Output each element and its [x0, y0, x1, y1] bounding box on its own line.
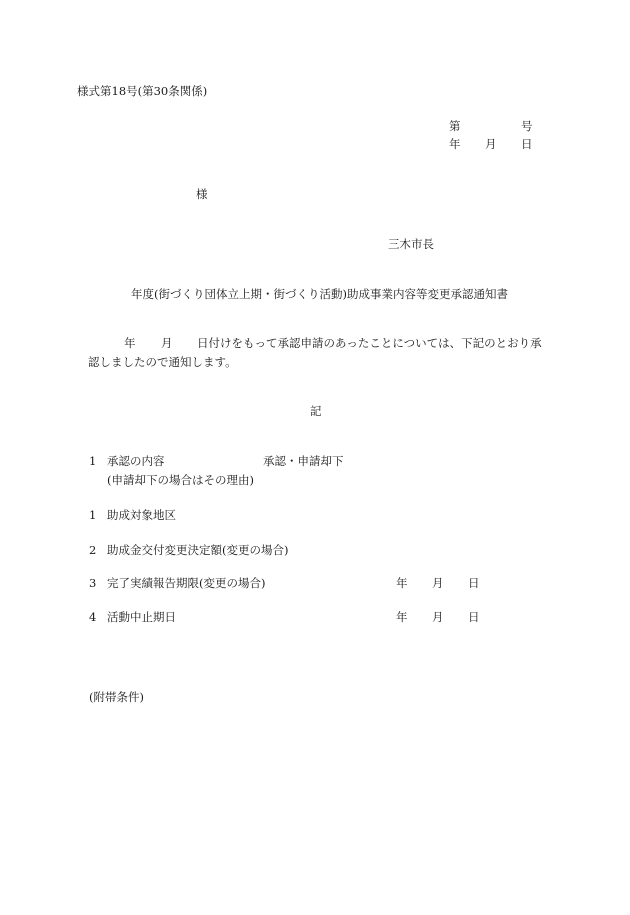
item-4-label: 完了実績報告期限(変更の場合) — [107, 576, 266, 590]
item-4-year: 年 — [396, 576, 408, 590]
conditions-label: (附帯条件) — [89, 690, 144, 704]
item-5-month: 月 — [432, 610, 444, 624]
item-2-label: 助成対象地区 — [107, 508, 176, 522]
item-5-number: 4 — [89, 610, 97, 624]
addressee-suffix: 様 — [196, 187, 208, 201]
date-day: 日 — [521, 137, 533, 151]
item-1-number: 1 — [89, 454, 97, 468]
body-month: 月 — [161, 336, 173, 350]
item-4-month: 月 — [432, 576, 444, 590]
item-5-year: 年 — [396, 610, 408, 624]
item-3-number: 2 — [89, 543, 97, 557]
ki-heading: 記 — [310, 404, 322, 418]
item-5-label: 活動中止期日 — [107, 610, 176, 624]
body-line1: 日付けをもって承認申請のあったことについては、下記のとおり承 — [197, 336, 542, 350]
number-go: 号 — [521, 119, 533, 133]
item-2-number: 1 — [89, 508, 97, 522]
document-title: 年度(街づくり団体立上期・街づくり活動)助成事業内容等変更承認通知書 — [131, 287, 508, 301]
item-4-number: 3 — [89, 576, 97, 590]
item-5-day: 日 — [468, 610, 480, 624]
sender: 三木市長 — [388, 237, 434, 251]
item-1-value: 承認・申請却下 — [263, 454, 344, 468]
form-label: 様式第18号(第30条関係) — [77, 84, 208, 98]
item-1-label: 承認の内容 — [107, 454, 165, 468]
body-line2: 認しましたので通知します。 — [88, 355, 237, 369]
number-dai: 第 — [449, 119, 461, 133]
item-3-label: 助成金交付変更決定額(変更の場合) — [107, 543, 289, 557]
item-4-day: 日 — [468, 576, 480, 590]
body-year: 年 — [124, 336, 136, 350]
date-year: 年 — [449, 137, 461, 151]
item-1-note: (申請却下の場合はその理由) — [107, 473, 254, 487]
date-month: 月 — [485, 137, 497, 151]
